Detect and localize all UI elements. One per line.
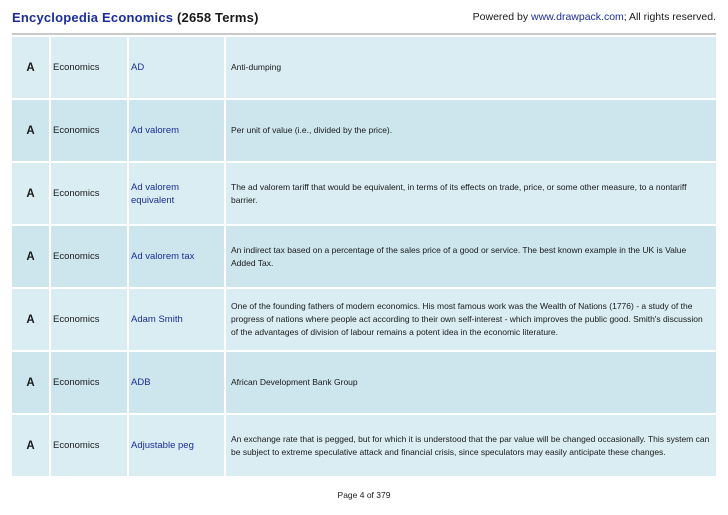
term-link[interactable]: AD	[129, 37, 226, 98]
powered-suffix: ; All rights reserved.	[623, 11, 716, 23]
term-link[interactable]: Ad valorem tax	[129, 226, 226, 287]
page-header	[0, 0, 728, 36]
definition-cell: An exchange rate that is pegged, but for which it is understood that the par value will be changed occasionally. This system can be subject to extreme speculative attack and financial crisis, since speculators may easily anticipate these changes.	[231, 433, 710, 457]
term-link[interactable]: Ad valorem	[129, 100, 226, 161]
definition-cell: One of the founding fathers of modern economics. His most famous work was the Wealth of Nations (1776) - a study of the progress of nations where people act according to their own self-interest - which improves the public good. Smith's discussion of the advantages of division of labour remains a potent idea in the economic literature.	[231, 301, 703, 337]
letter-cell: A	[12, 415, 51, 476]
definition-cell: An indirect tax based on a percentage of the sales price of a good or service. The best known example in the UK is Value Added Tax.	[231, 244, 687, 268]
term-link[interactable]: Adam Smith	[129, 289, 226, 350]
letter-cell: A	[12, 100, 51, 161]
header-divider	[12, 33, 716, 35]
definition-cell: Anti-dumping	[231, 62, 282, 72]
term-row	[12, 226, 716, 287]
subject-cell: Economics	[51, 226, 129, 287]
powered-prefix: Powered by	[472, 11, 532, 23]
term-count: (2658 Terms)	[177, 10, 259, 25]
letter-cell: A	[12, 163, 51, 224]
drawpack-link[interactable]: www.drawpack.com	[531, 11, 624, 23]
term-link[interactable]: Adjustable peg	[129, 415, 226, 476]
definition-cell: Per unit of value (i.e., divided by the price).	[231, 125, 393, 135]
subject-cell: Economics	[51, 100, 129, 161]
terms-table	[12, 37, 716, 478]
term-link[interactable]: ADB	[129, 352, 226, 413]
term-row	[12, 100, 716, 161]
term-row	[12, 163, 716, 224]
page-number: Page 4 of 379	[337, 490, 391, 500]
term-link[interactable]: Ad valorem equivalent	[129, 163, 226, 224]
term-row	[12, 352, 716, 413]
definition-cell: The ad valorem tariff that would be equivalent, in terms of its effects on trade, price, or some other measure, to a nontariff barrier.	[231, 181, 687, 205]
letter-cell: A	[12, 352, 51, 413]
subject-cell: Economics	[51, 352, 129, 413]
title-text: Encyclopedia Economics	[12, 10, 174, 25]
term-row	[12, 37, 716, 98]
letter-cell: A	[12, 289, 51, 350]
powered-by	[473, 11, 716, 23]
letter-cell: A	[12, 226, 51, 287]
term-row	[12, 415, 716, 476]
definition-cell: African Development Bank Group	[231, 377, 358, 387]
encyclopedia-title	[12, 10, 259, 25]
term-row	[12, 289, 716, 350]
subject-cell: Economics	[51, 37, 129, 98]
subject-cell: Economics	[51, 415, 129, 476]
subject-cell: Economics	[51, 289, 129, 350]
letter-cell: A	[12, 37, 51, 98]
subject-cell: Economics	[51, 163, 129, 224]
